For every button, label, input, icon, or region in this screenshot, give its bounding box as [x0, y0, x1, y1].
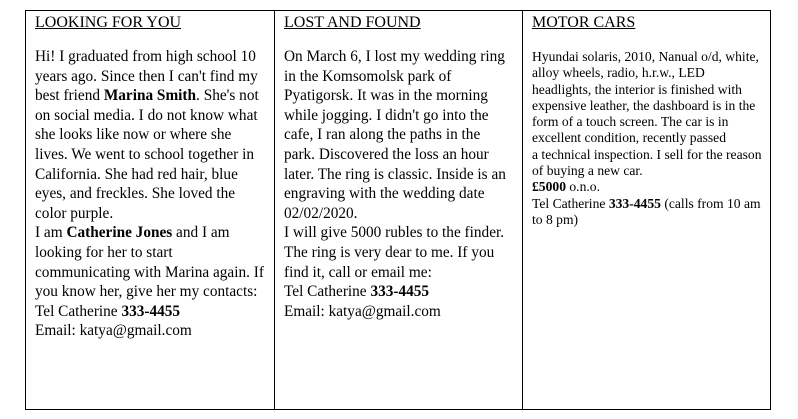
ad-text: . She's not on social media. I do not know what she looks like now or where she lives. We went to school together in California. She had red hair, blue eyes, and freckles. She loved the color purple.	[35, 87, 259, 222]
ad-text: and I am looking for her to start communicating with Marina again. If you know her, give her my contacts:	[35, 224, 264, 301]
price-suffix: o.n.o.	[565, 179, 600, 195]
ads-row	[26, 11, 771, 410]
tel-label: Tel Catherine	[35, 302, 122, 320]
tel-number: 333-4455	[121, 302, 181, 320]
tel-label: Tel Catherine	[532, 195, 609, 211]
ad-body	[284, 39, 514, 321]
email-text: Email: katya@gmail.com	[35, 322, 192, 340]
friend-name: Marina Smith	[103, 87, 197, 105]
tel-label: Tel Catherine	[284, 283, 371, 301]
price: £5000	[532, 179, 566, 195]
ad-looking-for-you	[26, 11, 275, 410]
ad-lost-and-found	[275, 11, 523, 410]
ad-text: Hyundai solaris, 2010, Nanual o/d, white, alloy wheels, radio, h.r.w., LED headlights, the interior is finished with expensive leather, the dashboard is in the form of a touch screen. The car is in excellent condition, recently passed	[532, 49, 759, 146]
ad-heading: LOOKING FOR YOU	[35, 14, 182, 31]
ad-text: On March 6, I lost my wedding ring in the Komsomolsk park of Pyatigorsk. It was in the morning while jogging. I didn't go into the cafe, I ran along the paths in the park. Discovered the loss an hour later. The ring is classic. Inside is an engraving with the wedding date 02/02/2020.	[284, 48, 506, 222]
tel-hours: (calls from 10 am to 8 pm)	[532, 195, 761, 227]
ad-body	[35, 39, 266, 341]
author-name: Catherine Jones	[66, 224, 173, 242]
ad-text: Hi! I graduated from high school 10 years ago. Since then I can't find my best friend	[35, 48, 258, 105]
tel-number: 333-4455	[370, 283, 430, 301]
ad-text: I am	[35, 224, 67, 242]
classified-ads-table	[25, 10, 771, 410]
ad-text: a technical inspection. I sell for the reason of buying a new car.	[532, 146, 762, 179]
ad-heading: MOTOR CARS	[532, 14, 636, 31]
ad-body	[532, 39, 762, 228]
ad-text: I will give 5000 rubles to the finder. The ring is very dear to me. If you find it, call or email me:	[284, 224, 505, 281]
ad-heading: LOST AND FOUND	[284, 14, 421, 31]
email-text: Email: katya@gmail.com	[284, 302, 441, 320]
tel-number: 333-4455	[608, 195, 661, 211]
ad-motor-cars	[523, 11, 771, 410]
